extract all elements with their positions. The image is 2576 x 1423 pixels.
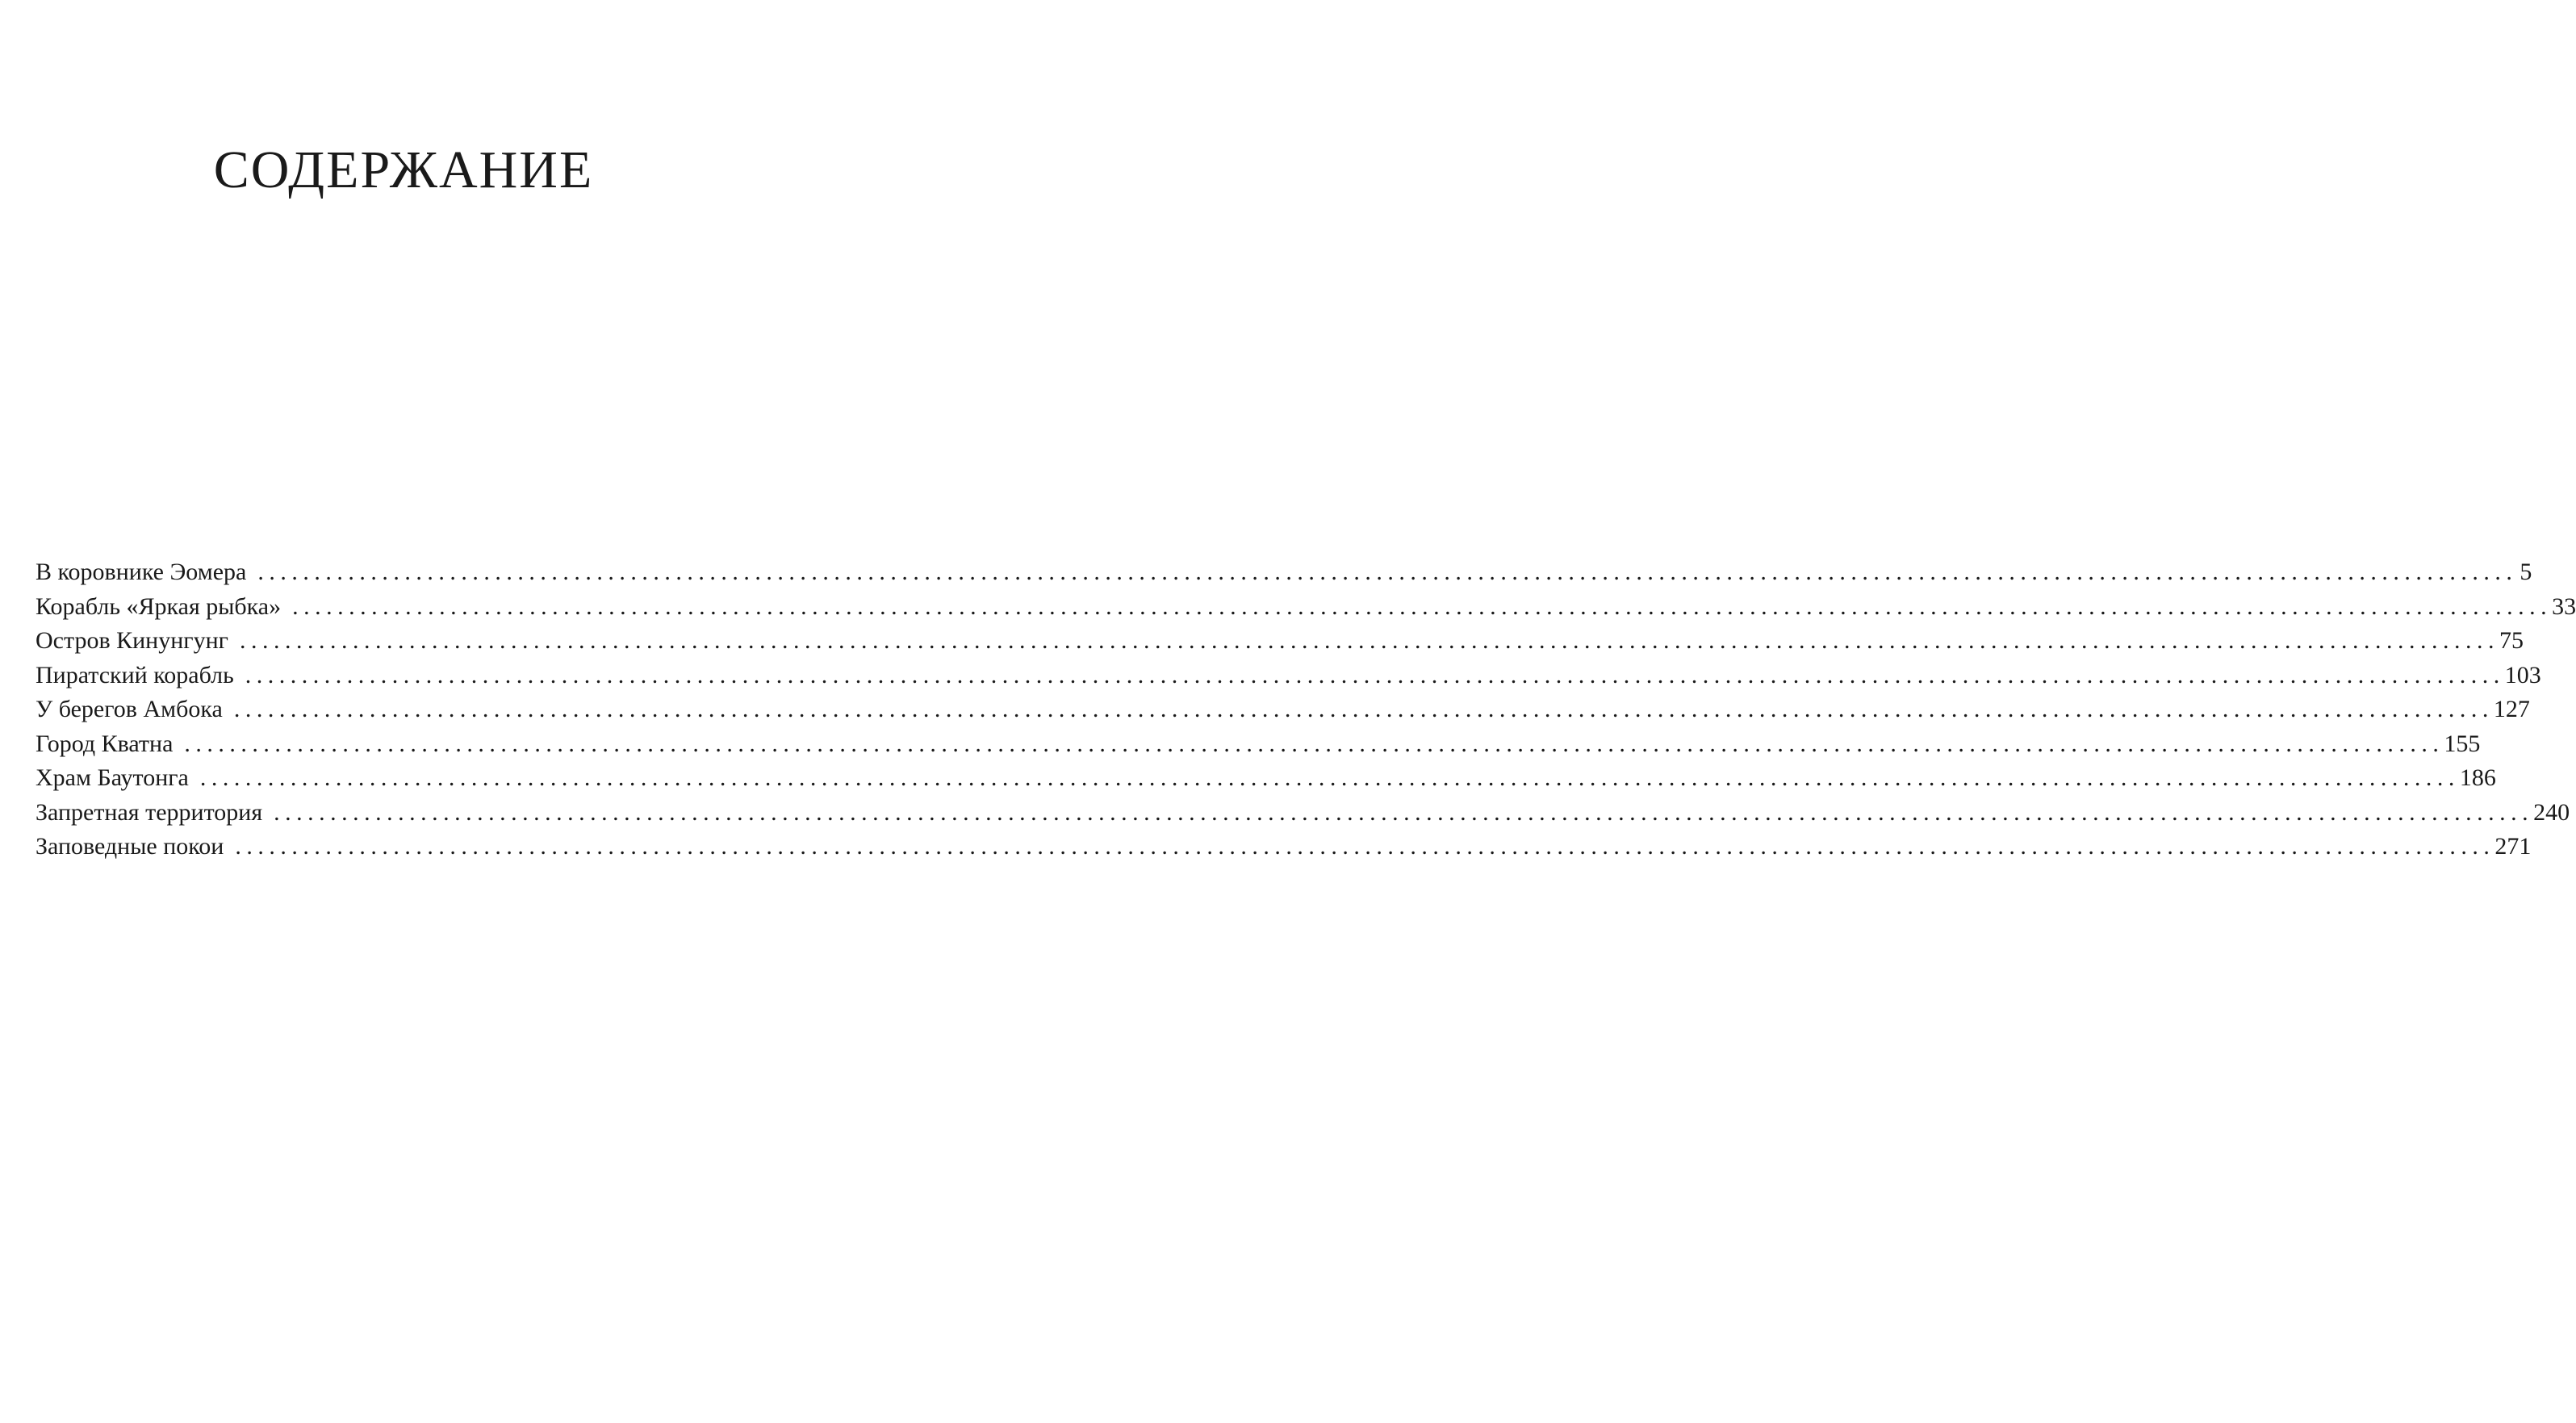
dot-leader: ........................................................................................................................................................................................................	[184, 730, 2444, 757]
dot-leader: ........................................................................................................................................................................................................	[245, 661, 2505, 688]
toc-entry-page: 155	[2444, 730, 2481, 757]
toc-entry-page: 186	[2459, 764, 2496, 791]
toc-entry-page: 240	[2533, 798, 2570, 826]
toc-entry-page: 5	[2520, 559, 2532, 585]
toc-entry	[36, 761, 2496, 796]
toc-entry-title: В коровнике Эомера	[36, 559, 247, 585]
dot-leader: ........................................................................................................................................................................................................	[199, 764, 2460, 791]
toc-entry	[36, 727, 2481, 762]
toc-entry-title: Остров Кинунгунг	[36, 627, 228, 654]
toc-entry	[36, 555, 2532, 590]
toc-entry-title: Город Кватна	[36, 730, 174, 757]
dot-leader: ........................................................................................................................................................................................................	[292, 592, 2553, 620]
toc-entry-title: Запретная территория	[36, 798, 263, 826]
toc-entry-title: Пиратский корабль	[36, 661, 234, 688]
toc-entry	[36, 693, 2530, 727]
toc-entry-page: 33	[2552, 592, 2576, 620]
toc-entry-page: 127	[2493, 696, 2530, 722]
toc-entry-page: 271	[2494, 833, 2532, 860]
toc-entry-title: Храм Баутонга	[36, 764, 189, 791]
toc-entry	[36, 590, 2576, 625]
toc-entry	[36, 830, 2532, 864]
page-title: СОДЕРЖАНИЕ	[213, 140, 594, 199]
dot-leader: ........................................................................................................................................................................................................	[235, 833, 2495, 860]
toc-entry-page: 75	[2499, 627, 2524, 654]
toc-entry	[36, 796, 2570, 831]
toc-entry-title: Корабль «Яркая рыбка»	[36, 592, 282, 620]
toc-entry-title: У берегов Амбока	[36, 696, 223, 722]
toc-entry	[36, 624, 2524, 659]
toc-entry-page: 103	[2504, 661, 2541, 688]
toc-entry	[36, 659, 2541, 693]
dot-leader: ........................................................................................................................................................................................................	[239, 627, 2499, 654]
dot-leader: ........................................................................................................................................................................................................	[233, 696, 2494, 722]
table-of-contents	[36, 555, 2576, 864]
toc-entry-title: Заповедные покои	[36, 833, 224, 860]
dot-leader: ........................................................................................................................................................................................................	[257, 559, 2518, 585]
dot-leader: ........................................................................................................................................................................................................	[274, 798, 2534, 826]
